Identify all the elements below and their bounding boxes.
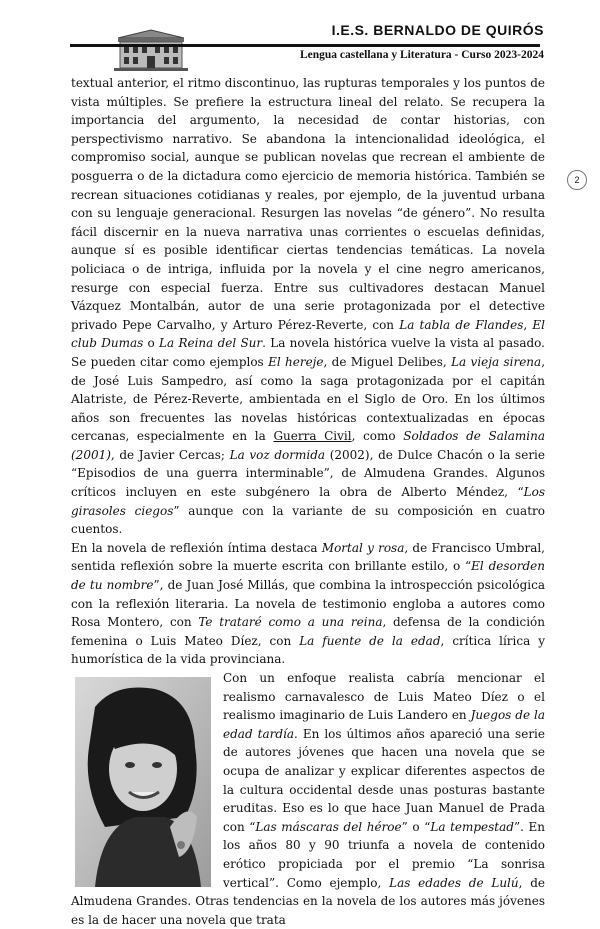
guerra-civil-link[interactable]: Guerra Civil (273, 429, 352, 444)
article-body (71, 74, 545, 929)
paragraph-reflexion-intima: En la novela de reflexión íntima destaca Mortal y rosa, de Francisco Umbral, sentida reflexión sobre la muerte escrita con brillante estilo, o “El desorden de tu nombre”, de Juan José Millás, que combina la introspección psicológica con la reflexión literaria. La novela de testimonio engloba a autores como Rosa Montero, con Te trataré como a una reina, defensa de la condición femenina o Luis Mateo Díez, con La fuente de la edad, crítica lírica y humorística de la vida provinciana. (71, 540, 545, 667)
header-rule (70, 44, 540, 47)
paragraph-novela-genero: textual anterior, el ritmo discontinuo, las rupturas temporales y los puntos de vista múltiples. Se prefiere la estructura lineal del relato. Se recupera la importancia del argumento, la necesidad de contar historias, con perspectivismo narrativo. Se abandona la intencionalidad ideológica, el compromiso social, aunque se publican novelas que recrean el ambiente de posguerra o de la dictadura como ejercicio de memoria histórica. También se recrean situaciones cotidianas y reales, por ejemplo, de la juventud urbana con su lenguaje generacional. Resurgen las novelas “de género”. No resulta fácil discernir en la nueva narrativa unas corrientes o escuelas definidas, aunque sí es posible identificar ciertas tendencias temáticas. La novela policiaca o de intriga, influida por la novela y el cine negro americanos, resurge con especial fuerza. Entre sus cultivadores destacan Manuel Vázquez Montalbán, autor de una serie protagonizada por el detective privado Pepe Carvalho, y Arturo Pérez-Reverte, con La tabla de Flandes, El club Dumas o La Reina del Sur. La novela histórica vuelve la vista al pasado. Se pueden citar como ejemplos El hereje, de Miguel Delibes, La vieja sirena, de José Luis Sampedro, así como la saga protagonizada por el capitán Alatriste, de Pérez-Reverte, ambientada en el Siglo de Oro. En los últimos años son frecuentes las novelas históricas contextualizadas en épocas cercanas, especialmente en la Guerra Civil, como Soldados de Salamina (2001), de Javier Cercas; La voz dormida (2002), de Dulce Chacón o la serie “Episodios de una guerra interminable”, de Almudena Grandes. Algunos críticos incluyen en este subgénero la obra de Alberto Méndez, “Los girasoles ciegos” aunque con la variante de su composición en cuatro cuentos. (71, 76, 546, 537)
author-portrait-photo (75, 677, 211, 887)
paragraph-realismo: Con un enfoque realista cabría mencionar el realismo carnavalesco de Luis Mateo Díez o el realismo imaginario de Luis Landero en Juegos de la edad tardía. En los últimos años apareció una serie de autores jóvenes que hacen una novela que se ocupa de analizar y explicar diferentes aspectos de la cultura occidental desde unas posturas bastante eruditas. Eso es lo que hace Juan Manuel de Prada con “Las máscaras del héroe” o “La tempestad”. En los años 80 y 90 triunfa a novela de contenido erótico propiciada por el premio “La sonrisa vertical”. Como ejemplo, Las edades de Lulú, de Almudena Grandes. Otras tendencias en la novela de los autores más jóvenes es la de hacer una novela que trata (71, 671, 546, 927)
school-name: I.E.S. BERNALDO DE QUIRÓS (331, 22, 544, 38)
school-building-logo (112, 28, 190, 74)
course-subtitle: Lengua castellana y Literatura - Curso 2023-2024 (299, 49, 544, 61)
page-number: 2 (567, 170, 587, 190)
